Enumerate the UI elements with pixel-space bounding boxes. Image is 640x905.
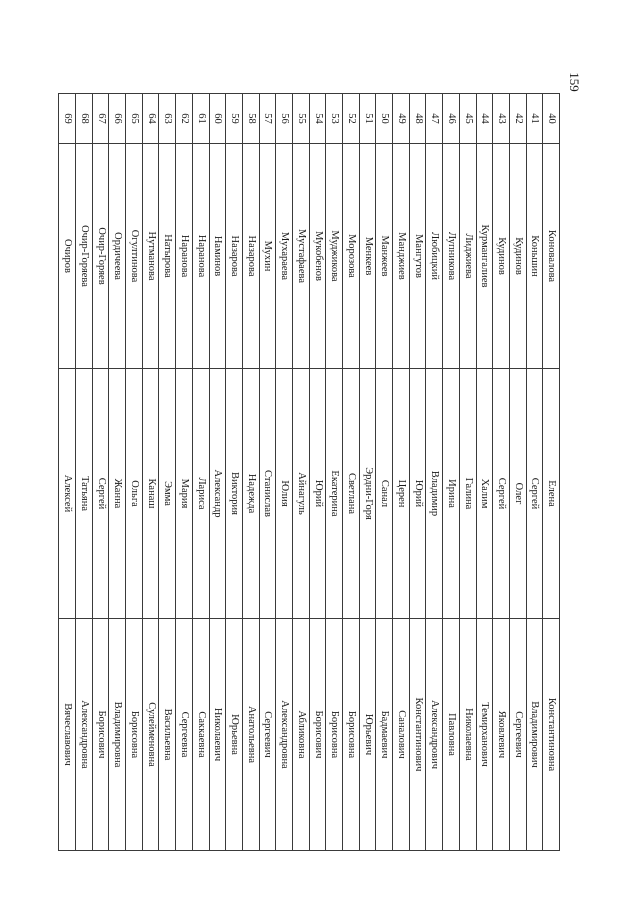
- table-row: [242, 94, 259, 851]
- first-name-cell: Олег: [509, 369, 526, 619]
- patronymic-cell: Яковлевич: [493, 619, 510, 851]
- table-row: [276, 94, 293, 851]
- last-name-cell: Мустафаева: [293, 144, 310, 369]
- row-number-cell: 47: [426, 94, 443, 144]
- last-name-cell: Наминов: [209, 144, 226, 369]
- row-number-cell: 44: [476, 94, 493, 144]
- row-number-cell: 51: [359, 94, 376, 144]
- last-name-cell: Назарова: [242, 144, 259, 369]
- row-number-cell: 60: [209, 94, 226, 144]
- table-row: [326, 94, 343, 851]
- first-name-cell: Сергей: [493, 369, 510, 619]
- last-name-cell: Курмангалиев: [476, 144, 493, 369]
- first-name-cell: Галина: [459, 369, 476, 619]
- row-number-cell: 56: [276, 94, 293, 144]
- first-name-cell: Санал: [376, 369, 393, 619]
- row-number-cell: 50: [376, 94, 393, 144]
- row-number-cell: 53: [326, 94, 343, 144]
- first-name-cell: Александр: [209, 369, 226, 619]
- first-name-cell: Юрий: [409, 369, 426, 619]
- names-table: [58, 93, 560, 851]
- last-name-cell: Мухин: [259, 144, 276, 369]
- table-row: [509, 94, 526, 851]
- patronymic-cell: Абликовна: [293, 619, 310, 851]
- patronymic-cell: Николаевич: [209, 619, 226, 851]
- table-row: [443, 94, 460, 851]
- table-row: [459, 94, 476, 851]
- table-row: [209, 94, 226, 851]
- table-row: [176, 94, 193, 851]
- first-name-cell: Елена: [543, 369, 560, 619]
- patronymic-cell: Владимирович: [526, 619, 543, 851]
- first-name-cell: Сергей: [526, 369, 543, 619]
- patronymic-cell: Владимировна: [109, 619, 126, 851]
- last-name-cell: Манджиев: [393, 144, 410, 369]
- last-name-cell: Назарова: [226, 144, 243, 369]
- patronymic-cell: Николаевна: [459, 619, 476, 851]
- patronymic-cell: Константинович: [409, 619, 426, 851]
- row-number-cell: 59: [226, 94, 243, 144]
- row-number-cell: 54: [309, 94, 326, 144]
- row-number-cell: 45: [459, 94, 476, 144]
- row-number-cell: 41: [526, 94, 543, 144]
- row-number-cell: 46: [443, 94, 460, 144]
- patronymic-cell: Борисовна: [343, 619, 360, 851]
- row-number-cell: 48: [409, 94, 426, 144]
- row-number-cell: 62: [176, 94, 193, 144]
- table-wrapper: [62, 93, 560, 850]
- first-name-cell: Владимир: [426, 369, 443, 619]
- row-number-cell: 64: [142, 94, 159, 144]
- patronymic-cell: Сулейменовна: [142, 619, 159, 851]
- first-name-cell: Канаш: [142, 369, 159, 619]
- table-row: [59, 94, 76, 851]
- last-name-cell: Очир-Горяева: [76, 144, 93, 369]
- names-table-body: [59, 94, 560, 851]
- table-row: [259, 94, 276, 851]
- last-name-cell: Наранова: [176, 144, 193, 369]
- table-row: [126, 94, 143, 851]
- row-number-cell: 63: [159, 94, 176, 144]
- patronymic-cell: Анатольевна: [242, 619, 259, 851]
- first-name-cell: Эмма: [159, 369, 176, 619]
- last-name-cell: Манжеев: [376, 144, 393, 369]
- table-row: [359, 94, 376, 851]
- last-name-cell: Огултинова: [126, 144, 143, 369]
- patronymic-cell: Павловна: [443, 619, 460, 851]
- last-name-cell: Лиджиева: [459, 144, 476, 369]
- first-name-cell: Ольга: [126, 369, 143, 619]
- patronymic-cell: Вячеславович: [59, 619, 76, 851]
- first-name-cell: Мария: [176, 369, 193, 619]
- table-row: [476, 94, 493, 851]
- last-name-cell: Наранова: [192, 144, 209, 369]
- table-row: [543, 94, 560, 851]
- last-name-cell: Муджикова: [326, 144, 343, 369]
- row-number-cell: 65: [126, 94, 143, 144]
- table-row: [226, 94, 243, 851]
- first-name-cell: Станислав: [259, 369, 276, 619]
- patronymic-cell: Васильевна: [159, 619, 176, 851]
- first-name-cell: Светлана: [343, 369, 360, 619]
- last-name-cell: Очиров: [59, 144, 76, 369]
- first-name-cell: Эрдни-Горя: [359, 369, 376, 619]
- table-row: [309, 94, 326, 851]
- table-row: [109, 94, 126, 851]
- patronymic-cell: Александровна: [76, 619, 93, 851]
- last-name-cell: Очир-Горяев: [92, 144, 109, 369]
- last-name-cell: Натырова: [159, 144, 176, 369]
- first-name-cell: Виктория: [226, 369, 243, 619]
- last-name-cell: Менкеев: [359, 144, 376, 369]
- last-name-cell: Коньшин: [526, 144, 543, 369]
- first-name-cell: Юрий: [309, 369, 326, 619]
- patronymic-cell: Сергеевна: [176, 619, 193, 851]
- last-name-cell: Кудинов: [509, 144, 526, 369]
- patronymic-cell: Сергеевич: [509, 619, 526, 851]
- patronymic-cell: Саккаевна: [192, 619, 209, 851]
- patronymic-cell: Сергеевич: [259, 619, 276, 851]
- first-name-cell: Татьяна: [76, 369, 93, 619]
- patronymic-cell: Борисовна: [326, 619, 343, 851]
- first-name-cell: Екатерина: [326, 369, 343, 619]
- last-name-cell: Лупникова: [443, 144, 460, 369]
- patronymic-cell: Борисович: [309, 619, 326, 851]
- table-row: [92, 94, 109, 851]
- row-number-cell: 57: [259, 94, 276, 144]
- last-name-cell: Мангутов: [409, 144, 426, 369]
- row-number-cell: 68: [76, 94, 93, 144]
- table-row: [192, 94, 209, 851]
- table-row: [393, 94, 410, 851]
- row-number-cell: 69: [59, 94, 76, 144]
- first-name-cell: Сергей: [92, 369, 109, 619]
- table-row: [526, 94, 543, 851]
- row-number-cell: 58: [242, 94, 259, 144]
- table-row: [159, 94, 176, 851]
- page-number-text: 159: [567, 72, 582, 92]
- row-number-cell: 67: [92, 94, 109, 144]
- patronymic-cell: Александровна: [276, 619, 293, 851]
- patronymic-cell: Борисович: [92, 619, 109, 851]
- row-number-cell: 40: [543, 94, 560, 144]
- first-name-cell: Юлия: [276, 369, 293, 619]
- last-name-cell: Кудинов: [493, 144, 510, 369]
- table-row: [343, 94, 360, 851]
- row-number-cell: 52: [343, 94, 360, 144]
- table-row: [493, 94, 510, 851]
- first-name-cell: Айнагуль: [293, 369, 310, 619]
- table-row: [409, 94, 426, 851]
- last-name-cell: Мухараева: [276, 144, 293, 369]
- first-name-cell: Церен: [393, 369, 410, 619]
- patronymic-cell: Юрьевич: [359, 619, 376, 851]
- first-name-cell: Алексей: [59, 369, 76, 619]
- table-row: [76, 94, 93, 851]
- first-name-cell: Лариса: [192, 369, 209, 619]
- first-name-cell: Халим: [476, 369, 493, 619]
- last-name-cell: Любицкий: [426, 144, 443, 369]
- table-row: [376, 94, 393, 851]
- row-number-cell: 43: [493, 94, 510, 144]
- patronymic-cell: Константиновна: [543, 619, 560, 851]
- patronymic-cell: Александрович: [426, 619, 443, 851]
- patronymic-cell: Борисовна: [126, 619, 143, 851]
- row-number-cell: 55: [293, 94, 310, 144]
- last-name-cell: Коновалова: [543, 144, 560, 369]
- last-name-cell: Ордичеева: [109, 144, 126, 369]
- patronymic-cell: Темирханович: [476, 619, 493, 851]
- patronymic-cell: Саналович: [393, 619, 410, 851]
- row-number-cell: 61: [192, 94, 209, 144]
- last-name-cell: Мукобенов: [309, 144, 326, 369]
- table-row: [293, 94, 310, 851]
- first-name-cell: Жанна: [109, 369, 126, 619]
- patronymic-cell: Юрьевна: [226, 619, 243, 851]
- row-number-cell: 42: [509, 94, 526, 144]
- page-number: [563, 68, 585, 96]
- last-name-cell: Нутманова: [142, 144, 159, 369]
- first-name-cell: Надежда: [242, 369, 259, 619]
- table-row: [426, 94, 443, 851]
- patronymic-cell: Бадмаевич: [376, 619, 393, 851]
- row-number-cell: 66: [109, 94, 126, 144]
- first-name-cell: Ирина: [443, 369, 460, 619]
- table-row: [142, 94, 159, 851]
- last-name-cell: Морозова: [343, 144, 360, 369]
- row-number-cell: 49: [393, 94, 410, 144]
